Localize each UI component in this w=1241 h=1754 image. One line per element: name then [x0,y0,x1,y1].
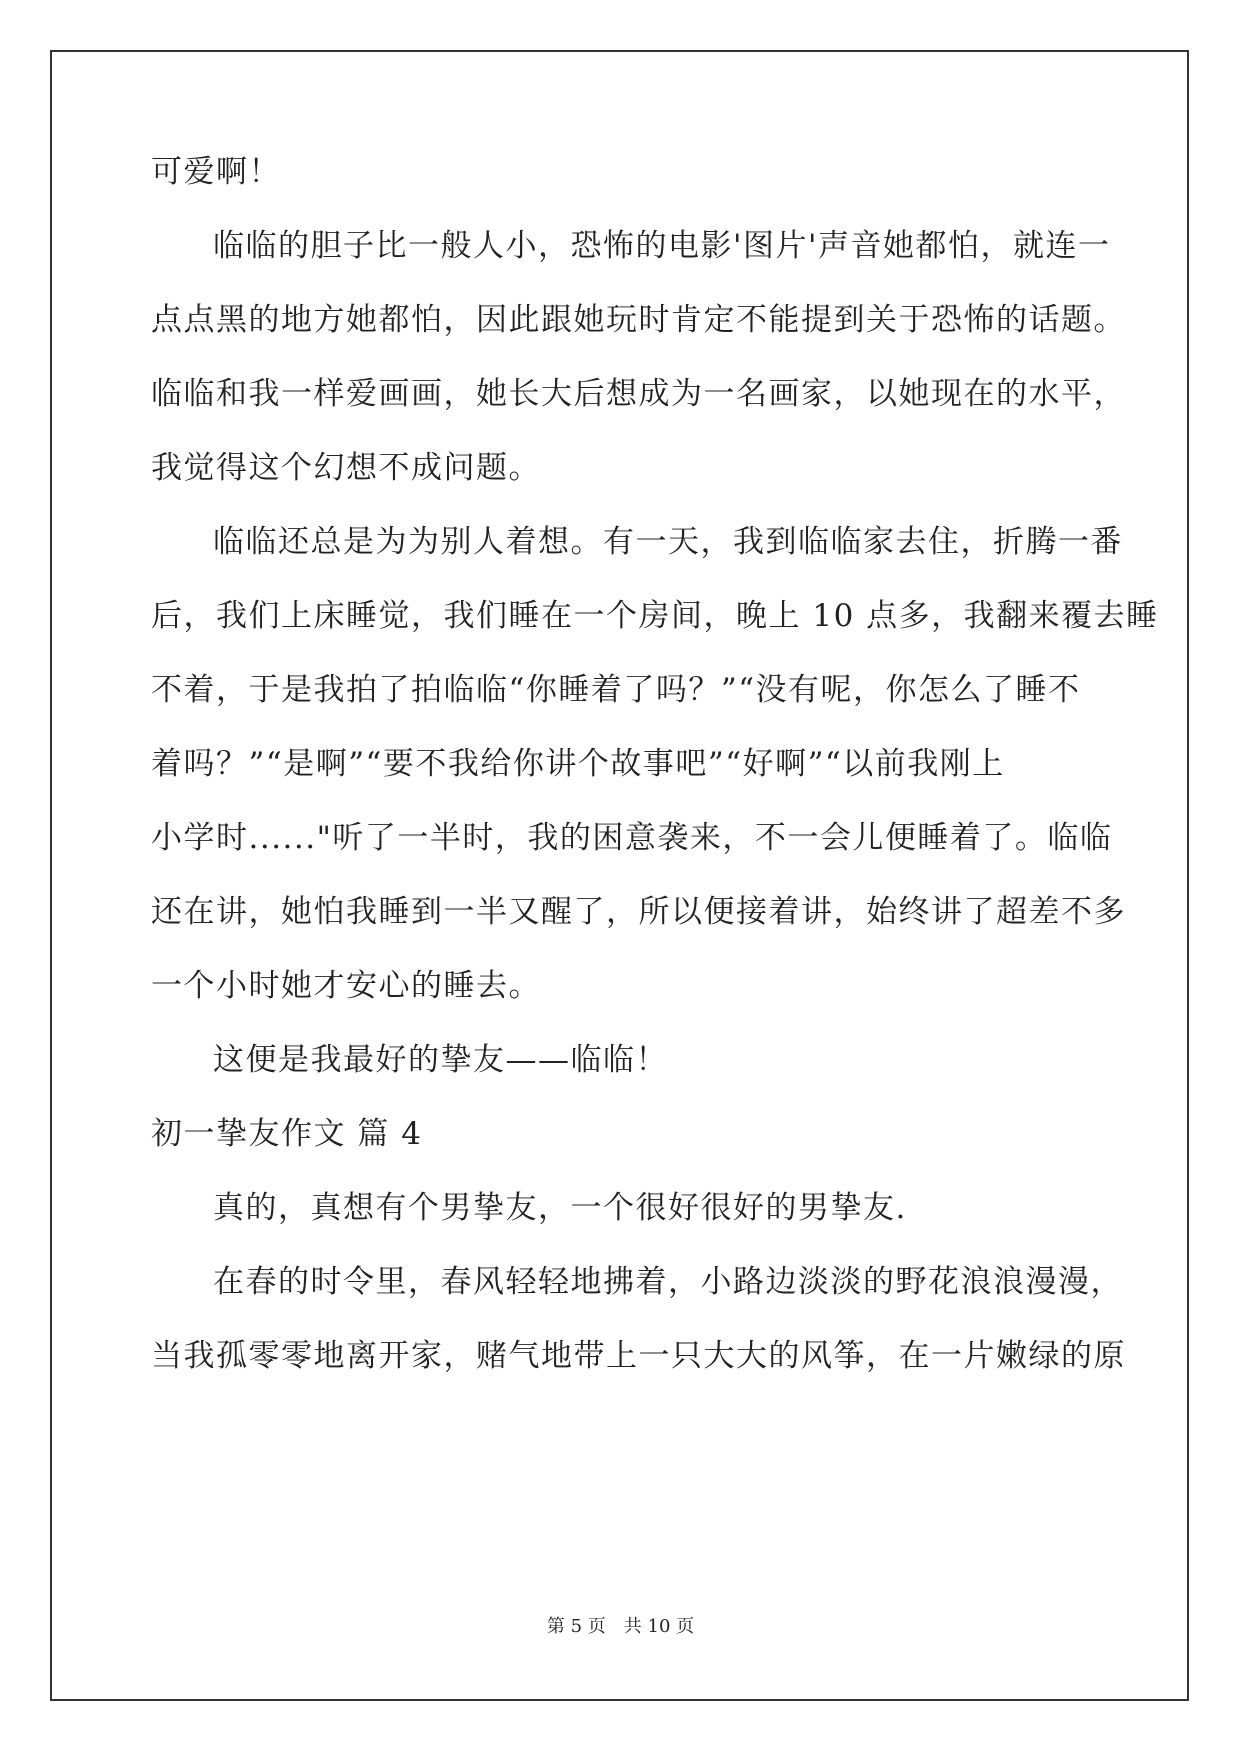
text-line-12: 一个小时她才安心的睡去。 [151,968,541,1004]
text-line-4: 临临和我一样爱画画，她长大后想成为一名画家，以她现在的水平， [151,376,1126,412]
text-line-11: 还在讲，她怕我睡到一半又醒了，所以便接着讲，始终讲了超差不多 [151,894,1126,930]
text-line-15: 真的，真想有个男挚友，一个很好很好的男挚友. [213,1190,907,1226]
text-line-3: 点点黑的地方她都怕，因此跟她玩时肯定不能提到关于恐怖的话题。 [151,302,1126,338]
text-line-16: 在春的时令里，春风轻轻地拂着，小路边淡淡的野花浪浪漫漫， [213,1264,1123,1300]
page-number-footer: 第 5 页 共 10 页 [546,1616,695,1637]
text-line-10: 小学时......"听了一半时，我的困意袭来，不一会儿便睡着了。临临 [151,820,1113,856]
text-line-5: 我觉得这个幻想不成问题。 [151,450,541,486]
text-line-2: 临临的胆子比一般人小，恐怖的电影'图片'声音她都怕，就连一 [213,228,1111,264]
text-line-13: 这便是我最好的挚友——临临！ [213,1042,668,1078]
text-line-17: 当我孤零零地离开家，赌气地带上一只大大的风筝，在一片嫩绿的原 [151,1338,1126,1374]
page-frame [50,50,1189,1701]
text-line-8: 不着，于是我拍了拍临临“你睡着了吗？”“没有呢，你怎么了睡不 [151,672,1081,708]
text-line-9: 着吗？”“是啊”“要不我给你讲个故事吧”“好啊”“以前我刚上 [151,746,1005,782]
text-line-1: 可爱啊！ [151,154,281,190]
text-line-6: 临临还总是为为别人着想。有一天，我到临临家去住，折腾一番 [213,524,1123,560]
text-line-7: 后，我们上床睡觉，我们睡在一个房间，晚上 10 点多，我翻来覆去睡 [151,598,1159,634]
section-heading: 初一挚友作文 篇 4 [151,1116,423,1152]
